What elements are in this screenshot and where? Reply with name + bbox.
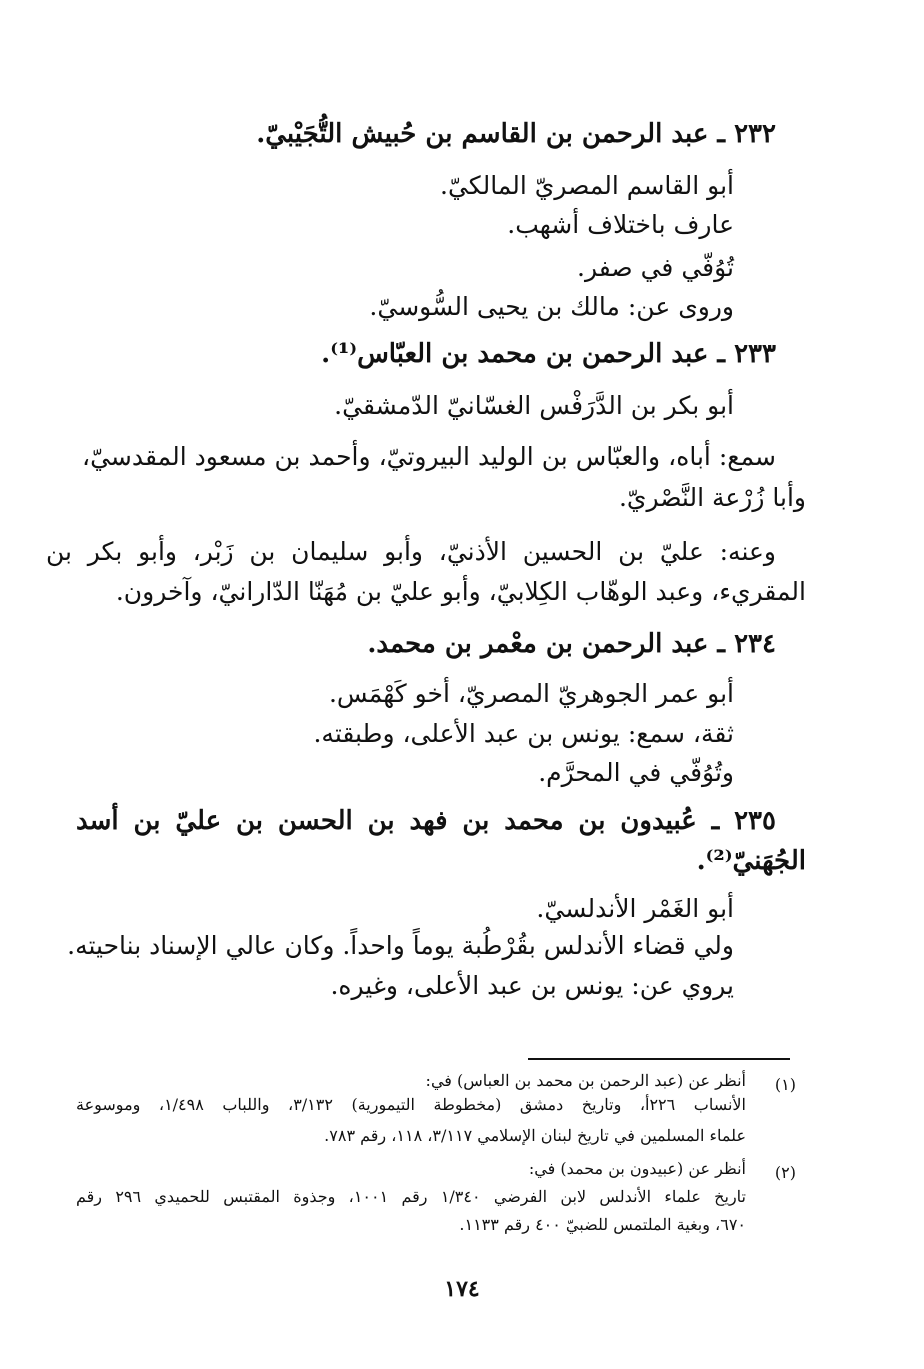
entry-heading-233: ٢٣٣ ـ عبد الرحمن بن محمد بن العبّاس⁽¹⁾.: [321, 339, 776, 369]
entry-line: أبو الغَمْر الأندلسيّ.: [536, 894, 734, 923]
entry-line: ولي قضاء الأندلس بقُرْطُبة يوماً واحداً. وكان عالي الإسناد بناحيته.: [67, 931, 734, 960]
entry-line: عارف باختلاف أشهب.: [507, 210, 734, 239]
entry-line: وأبا زُرْعة النَّصْريّ.: [618, 483, 806, 512]
footnote-divider: [528, 1058, 790, 1060]
entry-heading-235: ٢٣٥ ـ عُبيدون بن محمد بن فهد بن الحسن بن عليّ بن أسد: [76, 806, 776, 836]
footnote-number: (١): [774, 1075, 796, 1094]
entry-line: وتُوُفّي في المحرَّم.: [538, 758, 734, 787]
entry-line: أبو القاسم المصريّ المالكيّ.: [440, 171, 734, 200]
entry-line: أبو عمر الجوهريّ المصريّ، أخو كَهْمَس.: [328, 679, 734, 708]
entry-line: تُوُفّي في صفر.: [577, 253, 734, 282]
footnote-line: تاريخ علماء الأندلس لابن الفرضي ١/٣٤٠ رقم ١٠٠١، وجذوة المقتبس للحميدي ٢٩٦ رقم: [76, 1187, 747, 1206]
entry-heading-235-continued: الجُهَنيّ⁽²⁾.: [696, 846, 806, 876]
footnote-line: علماء المسلمين في تاريخ لبنان الإسلامي ٣/١١٧، ١١٨، رقم ٧٨٣.: [324, 1126, 746, 1145]
footnote-line: أنظر عن (عبيدون بن محمد) في:: [528, 1159, 746, 1178]
footnote-line: الأنساب ٢٢٦أ، وتاريخ دمشق (مخطوطة التيمورية) ٣/١٣٢، واللباب ١/٤٩٨، وموسوعة: [76, 1095, 747, 1114]
entry-line: سمع: أباه، والعبّاس بن الوليد البيروتيّ، وأحمد بن مسعود المقدسيّ،: [82, 442, 776, 471]
entry-line: يروي عن: يونس بن عبد الأعلى، وغيره.: [330, 971, 734, 1000]
page-number: ١٧٤: [444, 1276, 480, 1302]
entry-line: وروى عن: مالك بن يحيى السُّوسيّ.: [369, 292, 734, 321]
footnote-number: (٢): [774, 1163, 796, 1182]
footnote-line: أنظر عن (عبد الرحمن بن محمد بن العباس) في:: [425, 1071, 746, 1090]
entry-heading-232: ٢٣٢ ـ عبد الرحمن بن القاسم بن حُبيش التُّجَيْبيّ.: [256, 119, 776, 149]
entry-line: ثقة، سمع: يونس بن عبد الأعلى، وطبقته.: [313, 719, 734, 748]
entry-line: أبو بكر بن الدَّرَفْس الغسّانيّ الدّمشقيّ.: [334, 391, 734, 420]
footnote-line: ٦٧٠، وبغية الملتمس للضبيّ ٤٠٠ رقم ١١٣٣.: [459, 1215, 746, 1234]
entry-line: المقريء، وعبد الوهّاب الكِلابيّ، وأبو عليّ بن مُهَنّا الدّارانيّ، وآخرون.: [115, 577, 806, 606]
entry-heading-234: ٢٣٤ ـ عبد الرحمن بن معْمر بن محمد.: [367, 629, 776, 659]
entry-line: وعنه: عليّ بن الحسين الأذنيّ، وأبو سليمان بن زَبْر، وأبو بكر بن: [46, 537, 776, 566]
